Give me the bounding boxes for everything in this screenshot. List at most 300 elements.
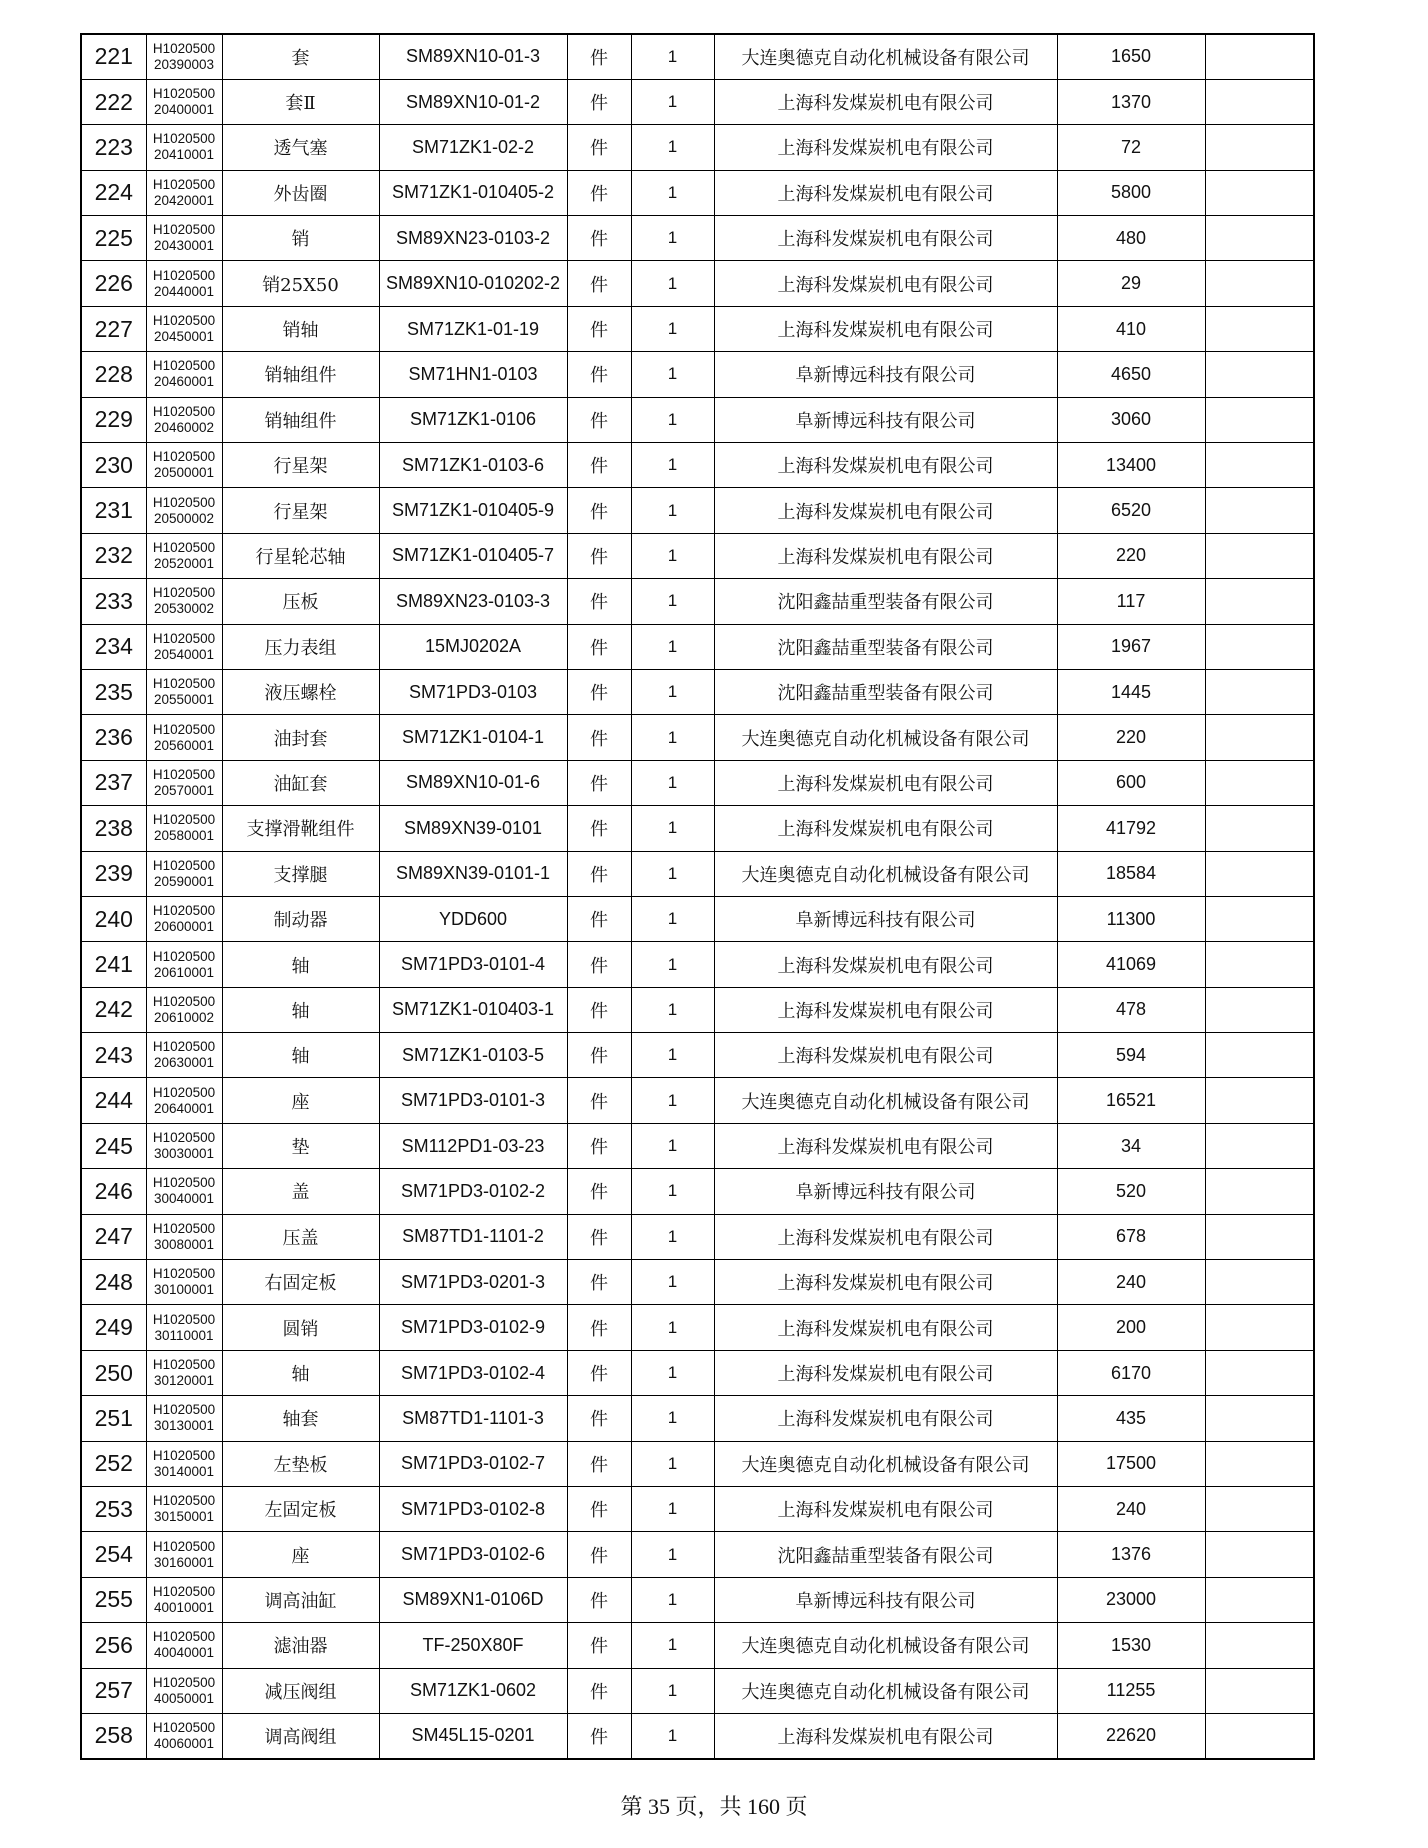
remark-cell [1205, 987, 1314, 1032]
model-spec-cell: SM87TD1-1101-3 [379, 1396, 567, 1441]
material-code-line-2: 20460002 [153, 419, 215, 435]
price-cell: 200 [1057, 1305, 1205, 1350]
unit-cell: 件 [567, 1668, 631, 1713]
table-row [81, 1305, 1314, 1350]
page-number-footer: 第 35 页，共 160 页 [620, 1794, 808, 1819]
remark-cell [1205, 942, 1314, 987]
unit-cell: 件 [567, 987, 631, 1032]
material-code-line-2: 20440001 [153, 283, 215, 299]
price-cell: 29 [1057, 261, 1205, 306]
model-spec-cell: YDD600 [379, 896, 567, 941]
unit-cell: 件 [567, 1033, 631, 1078]
item-name-cell: 支撑腿 [222, 851, 379, 896]
table-row [81, 1396, 1314, 1441]
supplier-cell: 上海科发煤炭机电有限公司 [714, 79, 1057, 124]
row-number-cell: 237 [81, 760, 146, 805]
remark-cell [1205, 579, 1314, 624]
material-code-line-1: H1020500 [152, 903, 216, 919]
material-code-cell [146, 1577, 222, 1622]
supplier-cell: 上海科发煤炭机电有限公司 [714, 806, 1057, 851]
table-row [81, 34, 1314, 79]
supplier-cell: 大连奥德克自动化机械设备有限公司 [714, 851, 1057, 896]
material-code-line-2: 20590001 [153, 873, 215, 889]
unit-cell: 件 [567, 896, 631, 941]
unit-cell: 件 [567, 170, 631, 215]
remark-cell [1205, 1033, 1314, 1078]
supplier-cell: 上海科发煤炭机电有限公司 [714, 306, 1057, 351]
material-code-line-1: H1020500 [152, 676, 216, 692]
row-number-cell: 227 [81, 306, 146, 351]
quantity-cell: 1 [631, 896, 714, 941]
material-code-cell [146, 579, 222, 624]
quantity-cell: 1 [631, 1396, 714, 1441]
price-cell: 6520 [1057, 488, 1205, 533]
supplier-cell: 上海科发煤炭机电有限公司 [714, 1305, 1057, 1350]
item-name-cell: 销轴组件 [222, 397, 379, 442]
material-code-line-1: H1020500 [152, 1447, 216, 1463]
table-row [81, 397, 1314, 442]
table-row [81, 1214, 1314, 1259]
price-cell: 480 [1057, 216, 1205, 261]
remark-cell [1205, 1532, 1314, 1577]
material-code-line-1: H1020500 [152, 1084, 216, 1100]
item-name-cell: 滤油器 [222, 1623, 379, 1668]
quantity-cell: 1 [631, 851, 714, 896]
supplier-cell: 上海科发煤炭机电有限公司 [714, 488, 1057, 533]
item-name-cell: 行星架 [222, 443, 379, 488]
item-name-cell: 行星轮芯轴 [222, 533, 379, 578]
table-row [81, 1123, 1314, 1168]
price-cell: 220 [1057, 533, 1205, 578]
material-code-line-1: H1020500 [152, 1357, 216, 1373]
table-row [81, 443, 1314, 488]
price-cell: 23000 [1057, 1577, 1205, 1622]
item-name-cell: 油缸套 [222, 760, 379, 805]
model-spec-cell: SM87TD1-1101-2 [379, 1214, 567, 1259]
model-spec-cell: SM71PD3-0102-4 [379, 1350, 567, 1395]
table-row [81, 896, 1314, 941]
price-cell: 594 [1057, 1033, 1205, 1078]
material-code-line-2: 20460001 [153, 374, 215, 390]
material-code-cell [146, 125, 222, 170]
table-row [81, 306, 1314, 351]
parts-price-table [80, 33, 1315, 1760]
table-row [81, 352, 1314, 397]
item-name-cell: 套Ⅱ [222, 79, 379, 124]
model-spec-cell: SM89XN39-0101 [379, 806, 567, 851]
price-cell: 600 [1057, 760, 1205, 805]
material-code-cell [146, 34, 222, 79]
material-code-cell [146, 1441, 222, 1486]
material-code-line-1: H1020500 [152, 40, 216, 56]
table-row [81, 1350, 1314, 1395]
quantity-cell: 1 [631, 1577, 714, 1622]
remark-cell [1205, 306, 1314, 351]
material-code-line-2: 30100001 [153, 1282, 215, 1298]
unit-cell: 件 [567, 306, 631, 351]
row-number-cell: 256 [81, 1623, 146, 1668]
table-row [81, 1078, 1314, 1123]
price-cell: 410 [1057, 306, 1205, 351]
quantity-cell: 1 [631, 397, 714, 442]
model-spec-cell: SM71PD3-0102-7 [379, 1441, 567, 1486]
supplier-cell: 上海科发煤炭机电有限公司 [714, 1260, 1057, 1305]
quantity-cell: 1 [631, 443, 714, 488]
unit-cell: 件 [567, 1396, 631, 1441]
model-spec-cell: SM71PD3-0101-4 [379, 942, 567, 987]
unit-cell: 件 [567, 1305, 631, 1350]
row-number-cell: 251 [81, 1396, 146, 1441]
material-code-line-1: H1020500 [152, 766, 216, 782]
model-spec-cell: SM89XN10-01-2 [379, 79, 567, 124]
quantity-cell: 1 [631, 806, 714, 851]
quantity-cell: 1 [631, 34, 714, 79]
unit-cell: 件 [567, 1169, 631, 1214]
model-spec-cell: SM71ZK1-02-2 [379, 125, 567, 170]
table-row [81, 1577, 1314, 1622]
row-number-cell: 239 [81, 851, 146, 896]
material-code-line-2: 30110001 [154, 1327, 214, 1343]
price-cell: 1370 [1057, 79, 1205, 124]
material-code-line-1: H1020500 [152, 585, 216, 601]
remark-cell [1205, 1123, 1314, 1168]
material-code-line-1: H1020500 [152, 1629, 216, 1645]
item-name-cell: 轴 [222, 1033, 379, 1078]
supplier-cell: 阜新博远科技有限公司 [714, 397, 1057, 442]
item-name-cell: 支撑滑靴组件 [222, 806, 379, 851]
remark-cell [1205, 397, 1314, 442]
table-row [81, 1169, 1314, 1214]
unit-cell: 件 [567, 1350, 631, 1395]
material-code-cell [146, 261, 222, 306]
model-spec-cell: SM71PD3-0103 [379, 669, 567, 714]
item-name-cell: 行星架 [222, 488, 379, 533]
material-code-line-1: H1020500 [152, 857, 216, 873]
table-row [81, 579, 1314, 624]
table-row [81, 488, 1314, 533]
price-cell: 478 [1057, 987, 1205, 1032]
item-name-cell: 透气塞 [222, 125, 379, 170]
unit-cell: 件 [567, 1532, 631, 1577]
item-name-cell: 销25X50 [222, 261, 379, 306]
item-name-cell: 减压阀组 [222, 1668, 379, 1713]
supplier-cell: 上海科发煤炭机电有限公司 [714, 443, 1057, 488]
supplier-cell: 上海科发煤炭机电有限公司 [714, 170, 1057, 215]
price-cell: 1376 [1057, 1532, 1205, 1577]
material-code-line-2: 20550001 [153, 692, 215, 708]
row-number-cell: 257 [81, 1668, 146, 1713]
model-spec-cell: SM71ZK1-01-19 [379, 306, 567, 351]
model-spec-cell: SM71PD3-0102-8 [379, 1487, 567, 1532]
unit-cell: 件 [567, 443, 631, 488]
row-number-cell: 232 [81, 533, 146, 578]
item-name-cell: 垫 [222, 1123, 379, 1168]
table-row [81, 851, 1314, 896]
table-row [81, 79, 1314, 124]
material-code-cell [146, 488, 222, 533]
row-number-cell: 231 [81, 488, 146, 533]
table-row [81, 533, 1314, 578]
material-code-cell [146, 533, 222, 578]
table-row [81, 1487, 1314, 1532]
item-name-cell: 液压螺栓 [222, 669, 379, 714]
material-code-line-1: H1020500 [152, 1220, 216, 1236]
material-code-line-2: 40060001 [153, 1735, 215, 1751]
unit-cell: 件 [567, 942, 631, 987]
material-code-line-2: 20560001 [153, 737, 215, 753]
item-name-cell: 轴 [222, 987, 379, 1032]
material-code-line-1: H1020500 [152, 539, 216, 555]
quantity-cell: 1 [631, 170, 714, 215]
remark-cell [1205, 79, 1314, 124]
quantity-cell: 1 [631, 1350, 714, 1395]
model-spec-cell: SM71ZK1-010405-7 [379, 533, 567, 578]
row-number-cell: 255 [81, 1577, 146, 1622]
row-number-cell: 252 [81, 1441, 146, 1486]
supplier-cell: 上海科发煤炭机电有限公司 [714, 1487, 1057, 1532]
material-code-line-2: 30160001 [153, 1554, 215, 1570]
price-cell: 5800 [1057, 170, 1205, 215]
material-code-line-2: 20410001 [153, 147, 215, 163]
supplier-cell: 上海科发煤炭机电有限公司 [714, 942, 1057, 987]
price-cell: 117 [1057, 579, 1205, 624]
price-cell: 1445 [1057, 669, 1205, 714]
row-number-cell: 233 [81, 579, 146, 624]
material-code-line-1: H1020500 [152, 1674, 216, 1690]
quantity-cell: 1 [631, 1214, 714, 1259]
model-spec-cell: TF-250X80F [379, 1623, 567, 1668]
row-number-cell: 258 [81, 1713, 146, 1758]
material-code-line-2: 30080001 [153, 1236, 215, 1252]
remark-cell [1205, 1668, 1314, 1713]
model-spec-cell: SM71ZK1-0106 [379, 397, 567, 442]
model-spec-cell: SM71HN1-0103 [379, 352, 567, 397]
table-row [81, 760, 1314, 805]
remark-cell [1205, 1169, 1314, 1214]
material-code-line-2: 40050001 [153, 1690, 215, 1706]
material-code-line-1: H1020500 [152, 1130, 216, 1146]
unit-cell: 件 [567, 715, 631, 760]
material-code-line-2: 20420001 [153, 192, 215, 208]
remark-cell [1205, 1441, 1314, 1486]
row-number-cell: 236 [81, 715, 146, 760]
unit-cell: 件 [567, 1078, 631, 1123]
supplier-cell: 沈阳鑫喆重型装备有限公司 [714, 1532, 1057, 1577]
material-code-line-2: 30030001 [153, 1146, 215, 1162]
quantity-cell: 1 [631, 1305, 714, 1350]
unit-cell: 件 [567, 760, 631, 805]
unit-cell: 件 [567, 1577, 631, 1622]
price-cell: 22620 [1057, 1713, 1205, 1758]
material-code-cell [146, 1668, 222, 1713]
table-row [81, 715, 1314, 760]
table-row [81, 261, 1314, 306]
model-spec-cell: SM71PD3-0201-3 [379, 1260, 567, 1305]
item-name-cell: 压力表组 [222, 624, 379, 669]
material-code-line-1: H1020500 [152, 948, 216, 964]
model-spec-cell: SM71ZK1-010403-1 [379, 987, 567, 1032]
material-code-line-2: 30150001 [153, 1509, 215, 1525]
table-row [81, 1033, 1314, 1078]
remark-cell [1205, 216, 1314, 261]
material-code-line-1: H1020500 [152, 131, 216, 147]
model-spec-cell: SM71PD3-0101-3 [379, 1078, 567, 1123]
item-name-cell: 销轴组件 [222, 352, 379, 397]
model-spec-cell: SM71PD3-0102-2 [379, 1169, 567, 1214]
unit-cell: 件 [567, 34, 631, 79]
item-name-cell: 座 [222, 1532, 379, 1577]
unit-cell: 件 [567, 1713, 631, 1758]
row-number-cell: 238 [81, 806, 146, 851]
model-spec-cell: SM89XN23-0103-2 [379, 216, 567, 261]
material-code-line-1: H1020500 [152, 176, 216, 192]
material-code-line-2: 20500002 [153, 510, 215, 526]
material-code-line-2: 20390003 [153, 56, 215, 72]
row-number-cell: 223 [81, 125, 146, 170]
remark-cell [1205, 125, 1314, 170]
material-code-cell [146, 851, 222, 896]
supplier-cell: 阜新博远科技有限公司 [714, 896, 1057, 941]
item-name-cell: 外齿圈 [222, 170, 379, 215]
material-code-cell [146, 1305, 222, 1350]
row-number-cell: 229 [81, 397, 146, 442]
price-cell: 18584 [1057, 851, 1205, 896]
model-spec-cell: SM71ZK1-0103-5 [379, 1033, 567, 1078]
material-code-line-2: 20430001 [153, 238, 215, 254]
material-code-line-2: 20450001 [153, 329, 215, 345]
material-code-cell [146, 79, 222, 124]
remark-cell [1205, 624, 1314, 669]
material-code-cell [146, 942, 222, 987]
price-cell: 678 [1057, 1214, 1205, 1259]
supplier-cell: 上海科发煤炭机电有限公司 [714, 533, 1057, 578]
item-name-cell: 左垫板 [222, 1441, 379, 1486]
table-row [81, 216, 1314, 261]
remark-cell [1205, 443, 1314, 488]
material-code-line-1: H1020500 [152, 267, 216, 283]
supplier-cell: 大连奥德克自动化机械设备有限公司 [714, 1441, 1057, 1486]
material-code-line-1: H1020500 [152, 494, 216, 510]
remark-cell [1205, 1623, 1314, 1668]
row-number-cell: 230 [81, 443, 146, 488]
item-name-cell: 销轴 [222, 306, 379, 351]
unit-cell: 件 [567, 1260, 631, 1305]
price-cell: 41792 [1057, 806, 1205, 851]
unit-cell: 件 [567, 624, 631, 669]
material-code-line-2: 30140001 [153, 1463, 215, 1479]
supplier-cell: 阜新博远科技有限公司 [714, 1577, 1057, 1622]
unit-cell: 件 [567, 1123, 631, 1168]
material-code-cell [146, 216, 222, 261]
material-code-line-1: H1020500 [152, 721, 216, 737]
item-name-cell: 销 [222, 216, 379, 261]
material-code-line-1: H1020500 [152, 812, 216, 828]
material-code-cell [146, 1078, 222, 1123]
material-code-line-1: H1020500 [152, 1266, 216, 1282]
unit-cell: 件 [567, 397, 631, 442]
material-code-cell [146, 1623, 222, 1668]
material-code-cell [146, 1033, 222, 1078]
material-code-line-2: 20570001 [153, 782, 215, 798]
material-code-cell [146, 624, 222, 669]
quantity-cell: 1 [631, 669, 714, 714]
supplier-cell: 大连奥德克自动化机械设备有限公司 [714, 34, 1057, 79]
model-spec-cell: SM71ZK1-0602 [379, 1668, 567, 1713]
quantity-cell: 1 [631, 1532, 714, 1577]
row-number-cell: 244 [81, 1078, 146, 1123]
model-spec-cell: SM71ZK1-0104-1 [379, 715, 567, 760]
item-name-cell: 轴套 [222, 1396, 379, 1441]
material-code-line-2: 20540001 [153, 646, 215, 662]
unit-cell: 件 [567, 488, 631, 533]
item-name-cell: 压盖 [222, 1214, 379, 1259]
supplier-cell: 上海科发煤炭机电有限公司 [714, 125, 1057, 170]
price-cell: 72 [1057, 125, 1205, 170]
material-code-cell [146, 896, 222, 941]
model-spec-cell: SM89XN10-010202-2 [379, 261, 567, 306]
material-code-line-1: H1020500 [152, 1039, 216, 1055]
table-row [81, 1532, 1314, 1577]
remark-cell [1205, 1214, 1314, 1259]
supplier-cell: 沈阳鑫喆重型装备有限公司 [714, 669, 1057, 714]
supplier-cell: 上海科发煤炭机电有限公司 [714, 1033, 1057, 1078]
quantity-cell: 1 [631, 488, 714, 533]
unit-cell: 件 [567, 1623, 631, 1668]
material-code-cell [146, 987, 222, 1032]
material-code-cell [146, 1532, 222, 1577]
material-code-line-2: 20600001 [153, 919, 215, 935]
remark-cell [1205, 669, 1314, 714]
unit-cell: 件 [567, 352, 631, 397]
table-row [81, 624, 1314, 669]
unit-cell: 件 [567, 1441, 631, 1486]
remark-cell [1205, 352, 1314, 397]
material-code-line-2: 40010001 [153, 1599, 215, 1615]
supplier-cell: 大连奥德克自动化机械设备有限公司 [714, 715, 1057, 760]
quantity-cell: 1 [631, 125, 714, 170]
model-spec-cell: SM89XN10-01-3 [379, 34, 567, 79]
unit-cell: 件 [567, 1214, 631, 1259]
material-code-cell [146, 1123, 222, 1168]
item-name-cell: 左固定板 [222, 1487, 379, 1532]
supplier-cell: 大连奥德克自动化机械设备有限公司 [714, 1623, 1057, 1668]
row-number-cell: 225 [81, 216, 146, 261]
table-row [81, 1623, 1314, 1668]
material-code-cell [146, 1214, 222, 1259]
row-number-cell: 228 [81, 352, 146, 397]
remark-cell [1205, 760, 1314, 805]
row-number-cell: 222 [81, 79, 146, 124]
quantity-cell: 1 [631, 1668, 714, 1713]
price-cell: 220 [1057, 715, 1205, 760]
model-spec-cell: SM89XN1-0106D [379, 1577, 567, 1622]
supplier-cell: 上海科发煤炭机电有限公司 [714, 1713, 1057, 1758]
item-name-cell: 轴 [222, 942, 379, 987]
model-spec-cell: SM71PD3-0102-9 [379, 1305, 567, 1350]
row-number-cell: 247 [81, 1214, 146, 1259]
quantity-cell: 1 [631, 1033, 714, 1078]
row-number-cell: 246 [81, 1169, 146, 1214]
item-name-cell: 右固定板 [222, 1260, 379, 1305]
supplier-cell: 上海科发煤炭机电有限公司 [714, 261, 1057, 306]
remark-cell [1205, 1713, 1314, 1758]
material-code-line-1: H1020500 [152, 1175, 216, 1191]
material-code-line-2: 20400001 [153, 102, 215, 118]
row-number-cell: 221 [81, 34, 146, 79]
material-code-line-2: 20520001 [153, 555, 215, 571]
material-code-cell [146, 1396, 222, 1441]
row-number-cell: 226 [81, 261, 146, 306]
